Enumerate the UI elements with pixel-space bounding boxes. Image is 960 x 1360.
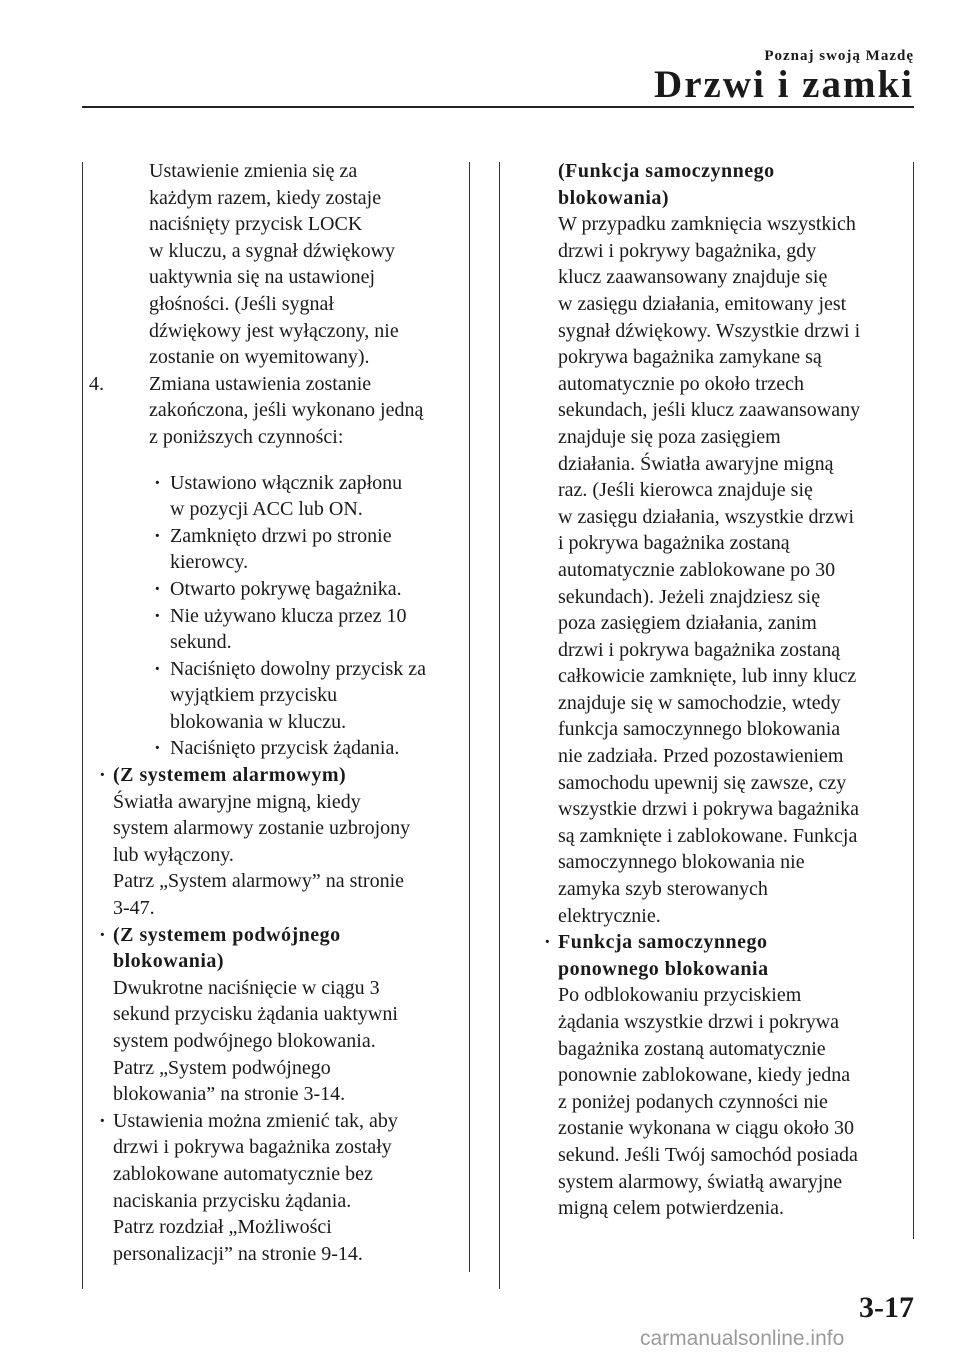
text-line: Dwukrotne naciśnięcie w ciągu 3 xyxy=(113,976,380,999)
text-line: Po odblokowaniu przyciskiem xyxy=(558,984,802,1007)
column-rule-right xyxy=(913,162,914,1239)
relock-heading xyxy=(558,929,903,982)
bullet: · xyxy=(544,931,551,954)
text-line: blokowania) xyxy=(113,950,225,973)
text-line: uaktywnia się na ustawionej xyxy=(149,266,376,289)
text-line: Naciśnięto przycisk żądania. xyxy=(170,737,400,760)
bullet: · xyxy=(154,471,161,494)
watermark: carmanualsonline.info xyxy=(640,1327,845,1350)
alarm-text xyxy=(113,789,463,922)
text-line: samoczynnego blokowania nie xyxy=(558,851,805,874)
text-line: w zasięgu działania, wszystkie drzwi xyxy=(558,505,855,528)
text-line: klucz zaawansowany znajduje się xyxy=(558,266,828,289)
bullet: · xyxy=(99,1109,106,1132)
text-line: zakończona, jeśli wykonano jedną xyxy=(149,399,424,422)
text-line: naciskania przycisku żądania. xyxy=(113,1189,352,1212)
double-lock-text xyxy=(113,975,463,1108)
text-line: Naciśnięto dowolny przycisk za xyxy=(170,657,427,680)
text-line: sygnał dźwiękowy. Wszystkie drzwi i xyxy=(558,319,861,342)
text-line: Zmiana ustawienia zostanie xyxy=(149,372,372,395)
text-line: (Funkcja samoczynnego xyxy=(558,160,775,182)
step-4-text xyxy=(149,371,463,451)
text-line: drzwi i pokrywa bagażnika zostały xyxy=(113,1136,392,1159)
text-line: naciśnięty przycisk LOCK xyxy=(149,213,363,236)
text-line: sekund. xyxy=(170,631,232,654)
text-line: Ustawienia można zmienić tak, aby xyxy=(113,1109,398,1132)
text-line: drzwi i pokrywa bagażnika zostaną xyxy=(558,638,841,661)
text-line: pokrywa bagażnika zamykane są xyxy=(558,346,822,369)
text-line: automatycznie zablokowane po 30 xyxy=(558,558,836,581)
double-lock-section xyxy=(99,922,463,1108)
text-line: sekundach, jeśli klucz zaawansowany xyxy=(558,399,861,422)
step-number: 4. xyxy=(89,372,104,395)
text-line: funkcja samoczynnego blokowania xyxy=(558,718,841,741)
text-line: zostanie wykonana w ciągu około 30 xyxy=(558,1117,855,1140)
list-item-text xyxy=(170,470,463,523)
text-line: Patrz rozdział „Możliwości xyxy=(113,1216,332,1239)
text-line: sekund. Jeśli Twój samochód posiada xyxy=(558,1143,858,1166)
alarm-section xyxy=(99,762,463,922)
text-line: 3-47. xyxy=(113,897,155,920)
auto-lock-heading xyxy=(558,158,903,211)
text-line: zostanie on wyemitowany). xyxy=(149,346,370,369)
step-4 xyxy=(89,371,463,451)
continuation-paragraph xyxy=(113,158,463,371)
text-line: głośności. (Jeśli sygnał xyxy=(149,292,334,315)
text-line: blokowania w kluczu. xyxy=(170,710,347,733)
text-line: Otwarto pokrywę bagażnika. xyxy=(170,577,402,600)
text-line: Ustawienie zmienia się za xyxy=(149,160,358,182)
text-line: Funkcja samoczynnego xyxy=(558,931,768,954)
list-item xyxy=(154,603,463,656)
text-line: i pokrywa bagażnika zostaną xyxy=(558,532,790,555)
text-line: zamyka szyb sterowanych xyxy=(558,878,768,901)
text-line: raz. (Jeśli kierowca znajduje się xyxy=(558,479,813,502)
text-line: ponownie zablokowane, kiedy jedna xyxy=(558,1064,851,1087)
text-line: lub wyłączony. xyxy=(113,843,234,866)
bullet: · xyxy=(154,604,161,627)
text-line: system alarmowy, światłą awaryjne xyxy=(558,1170,843,1193)
text-line: elektrycznie. xyxy=(558,904,661,927)
text-line: Patrz „System alarmowy” na stronie xyxy=(113,870,405,893)
list-item-text xyxy=(170,603,463,656)
text-line: dźwiękowy jest wyłączony, nie xyxy=(149,319,399,342)
list-item xyxy=(154,576,463,603)
bullet: · xyxy=(154,524,161,547)
text-line: drzwi i pokrywy bagażnika, gdy xyxy=(558,239,817,262)
bullet: · xyxy=(99,923,106,946)
column-rule-middle-b xyxy=(499,162,500,1289)
text-line: Patrz „System podwójnego xyxy=(113,1056,331,1079)
text-line: bagażnika zostaną automatycznie xyxy=(558,1037,826,1060)
text-line: system podwójnego blokowania. xyxy=(113,1030,376,1052)
text-line: kierowcy. xyxy=(170,551,249,574)
text-line: (Z systemem podwójnego xyxy=(113,923,341,946)
text-line: nie zadziała. Przed pozostawieniem xyxy=(558,745,844,768)
column-rule-middle-a xyxy=(469,162,470,1272)
page-number: 3-17 xyxy=(859,1291,914,1324)
text-line: ponownego blokowania xyxy=(558,957,769,980)
text-line: sekundach). Jeżeli znajdziesz się xyxy=(558,585,821,608)
text-line: blokowania) xyxy=(558,186,670,209)
text-line: Nie używano klucza przez 10 xyxy=(170,604,407,627)
bullet: · xyxy=(154,657,161,680)
text-line: z poniżej podanych czynności nie xyxy=(558,1090,828,1113)
text-line: zablokowane automatycznie bez xyxy=(113,1162,373,1185)
text-line: personalizacji” na stronie 9-14. xyxy=(113,1242,363,1265)
bullet: · xyxy=(154,577,161,600)
list-item-text xyxy=(170,735,463,762)
text-line: żądania wszystkie drzwi i pokrywa xyxy=(558,1011,840,1033)
text-line: wyjątkiem przycisku xyxy=(170,684,338,707)
right-column xyxy=(544,158,903,1222)
relock-text xyxy=(558,982,903,1221)
list-item-text xyxy=(170,523,463,576)
alarm-heading: (Z systemem alarmowym) xyxy=(113,764,347,787)
text-line: działania. Światła awaryjne migną xyxy=(558,452,834,475)
left-column xyxy=(89,158,463,1267)
section-title: Drzwi i zamki xyxy=(654,63,914,106)
text-line: w kluczu, a sygnał dźwiękowy xyxy=(149,239,396,262)
text-line: całkowicie zamknięte, lub inny klucz xyxy=(558,665,857,688)
text-line: automatycznie po około trzech xyxy=(558,372,805,395)
list-item-text xyxy=(170,576,463,603)
text-line: system alarmowy zostanie uzbrojony xyxy=(113,817,411,840)
text-line: każdym razem, kiedy zostaje xyxy=(149,186,382,209)
text-line: Światła awaryjne migną, kiedy xyxy=(113,790,361,813)
list-item xyxy=(154,523,463,576)
step-4-list xyxy=(113,470,463,763)
settings-text xyxy=(113,1108,463,1268)
list-item-text xyxy=(170,656,463,736)
double-lock-heading xyxy=(113,922,463,975)
column-rule-left xyxy=(82,162,83,1289)
text-line: są zamknięte i zablokowane. Funkcja xyxy=(558,824,858,847)
text-line: wszystkie drzwi i pokrywa bagażnika xyxy=(558,798,860,821)
auto-lock-section xyxy=(558,158,903,929)
text-line: z poniższych czynności: xyxy=(149,425,344,448)
text-line: W przypadku zamknięcia wszystkich xyxy=(558,213,856,236)
text-line: samochodu upewnij się zawsze, czy xyxy=(558,771,847,794)
text-line: sekund przycisku żądania uaktywni xyxy=(113,1003,398,1026)
section-subtitle: Poznaj swoją Mazdę xyxy=(764,48,914,64)
text-line: Zamknięto drzwi po stronie xyxy=(170,524,392,547)
text-line: w zasięgu działania, emitowany jest xyxy=(558,292,847,315)
header-divider xyxy=(82,106,914,108)
bullet: · xyxy=(99,764,106,787)
text-line: Ustawiono włącznik zapłonu xyxy=(170,471,403,494)
text-line: znajduje się poza zasięgiem xyxy=(558,425,781,448)
list-item xyxy=(154,735,463,762)
relock-section xyxy=(544,929,903,1222)
list-item xyxy=(154,470,463,523)
auto-lock-text xyxy=(558,211,903,929)
text-line: znajduje się w samochodzie, wtedy xyxy=(558,691,841,714)
settings-section xyxy=(99,1108,463,1268)
text-line: blokowania” na stronie 3-14. xyxy=(113,1083,346,1106)
text-line: poza zasięgiem działania, zanim xyxy=(558,612,817,635)
text-line: w pozycji ACC lub ON. xyxy=(170,498,363,521)
text-line: migną celem potwierdzenia. xyxy=(558,1197,785,1220)
bullet: · xyxy=(154,737,161,760)
list-item xyxy=(154,656,463,736)
